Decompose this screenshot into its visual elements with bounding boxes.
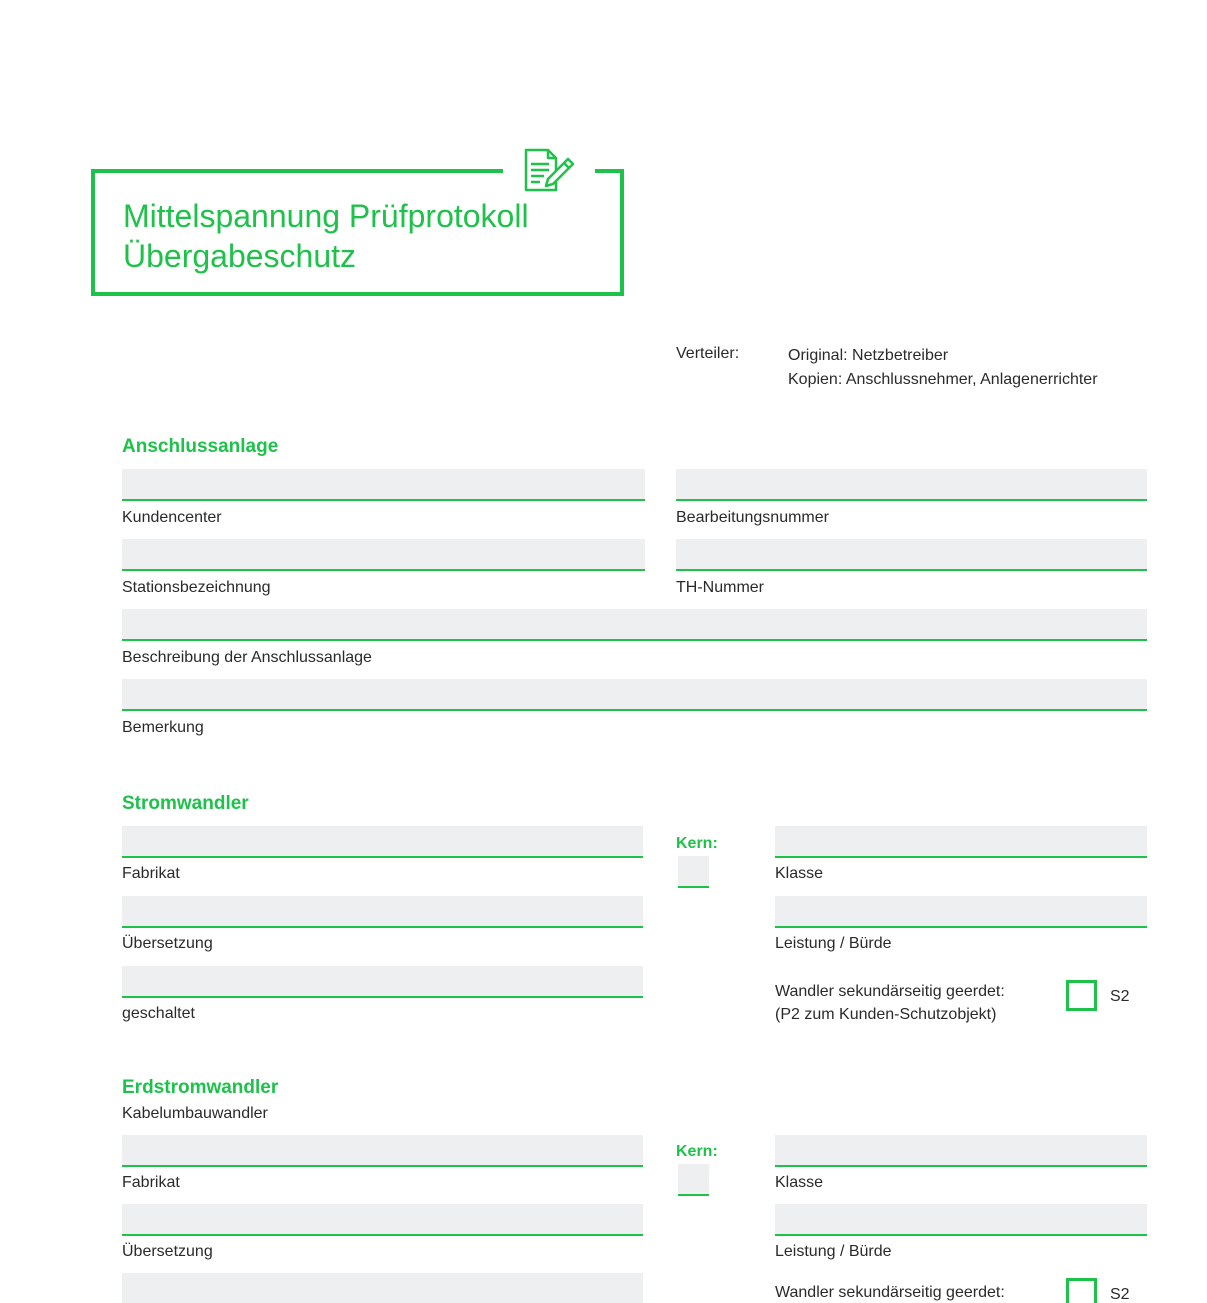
title-line-2: Übergabeschutz [123,238,357,274]
erdstromwandler-grounded-line1: Wandler sekundärseitig geerdet: [775,1284,1005,1301]
stromwandler-s2-label: S2 [1110,988,1130,1005]
section-title-erdstromwandler: Erdstromwandler [122,1077,279,1098]
stromwandler-leistung-label: Leistung / Bürde [775,935,892,952]
stromwandler-kern-label: Kern: [676,835,718,852]
erdstromwandler-fabrikat-label: Fabrikat [122,1174,180,1191]
erdstromwandler-uebersetzung-label: Übersetzung [122,1243,213,1260]
title-line-1: Mittelspannung Prüfprotokoll [123,198,529,234]
document-edit-icon [520,144,578,196]
erdstromwandler-kern-label: Kern: [676,1143,718,1160]
stromwandler-uebersetzung-label: Übersetzung [122,935,213,952]
stromwandler-kern-field[interactable] [678,856,709,888]
erdstromwandler-leistung-field[interactable] [775,1204,1147,1236]
section-title-anschlussanlage: Anschlussanlage [122,436,279,457]
distribution-copies: Kopien: Anschlussnehmer, Anlagenerrichter [788,371,1098,388]
bearbeitungsnummer-label: Bearbeitungsnummer [676,509,829,526]
stromwandler-leistung-field[interactable] [775,896,1147,928]
bemerkung-label: Bemerkung [122,719,204,736]
erdstromwandler-grounded-text [775,1281,1005,1303]
stromwandler-fabrikat-field[interactable] [122,826,643,858]
erdstromwandler-subtitle: Kabelumbauwandler [122,1105,268,1122]
beschreibung-label: Beschreibung der Anschlussanlage [122,649,372,666]
stromwandler-s2-checkbox[interactable] [1066,980,1097,1011]
erdstromwandler-fabrikat-field[interactable] [122,1135,643,1167]
stromwandler-uebersetzung-field[interactable] [122,896,643,928]
distribution-label: Verteiler: [676,345,740,362]
stromwandler-grounded-text [775,980,1005,1026]
page-title [123,196,529,276]
erdstromwandler-klasse-field[interactable] [775,1135,1147,1167]
kundencenter-label: Kundencenter [122,509,222,526]
th-nummer-label: TH-Nummer [676,579,764,596]
stromwandler-klasse-label: Klasse [775,865,824,882]
erdstromwandler-geschaltet-field[interactable] [122,1273,643,1303]
distribution-original: Original: Netzbetreiber [788,347,949,364]
erdstromwandler-uebersetzung-field[interactable] [122,1204,643,1236]
bemerkung-field[interactable] [122,679,1147,711]
section-title-stromwandler: Stromwandler [122,793,249,814]
bearbeitungsnummer-field[interactable] [676,469,1147,501]
stromwandler-grounded-line1: Wandler sekundärseitig geerdet: [775,983,1005,1000]
stromwandler-geschaltet-label: geschaltet [122,1005,195,1022]
th-nummer-field[interactable] [676,539,1147,571]
erdstromwandler-s2-checkbox[interactable] [1066,1278,1097,1303]
stromwandler-klasse-field[interactable] [775,826,1147,858]
stromwandler-geschaltet-field[interactable] [122,966,643,998]
kundencenter-field[interactable] [122,469,645,501]
beschreibung-field[interactable] [122,609,1147,641]
distribution-list [788,344,1098,392]
erdstromwandler-leistung-label: Leistung / Bürde [775,1243,892,1260]
stationsbezeichnung-field[interactable] [122,539,645,571]
stromwandler-fabrikat-label: Fabrikat [122,865,180,882]
stationsbezeichnung-label: Stationsbezeichnung [122,579,271,596]
erdstromwandler-kern-field[interactable] [678,1164,709,1196]
erdstromwandler-klasse-label: Klasse [775,1174,824,1191]
stromwandler-grounded-line2: (P2 zum Kunden-Schutzobjekt) [775,1006,997,1023]
erdstromwandler-s2-label: S2 [1110,1286,1130,1303]
